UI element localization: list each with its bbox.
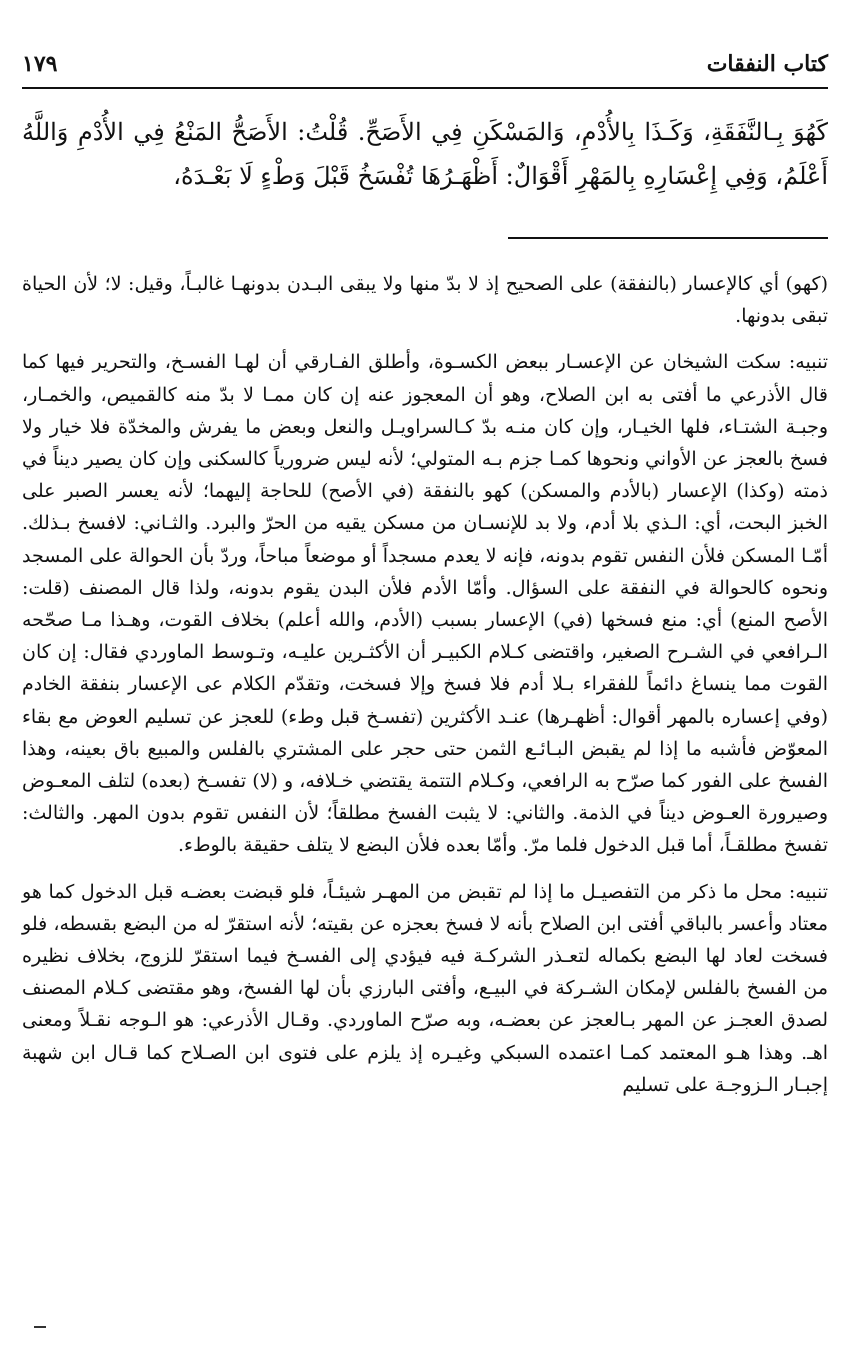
matn-paragraph: كَهُوَ بِـالنَّفَقَةِ، وَكَـذَا بِالأُدْمِ، وَالمَسْكَنِ فِي الأَصَحِّ. قُلْتُ: الأَصَحُّ المَنْعُ فِي الأُدْمِ وَاللَّهُ أَعْلَمُ، وَفِي إِعْسَارِهِ بِالمَهْرِ أَقْوَالٌ: أَظْهَـرُهَا تُفْسَخُ قَبْلَ وَطْءٍ لَا بَعْـدَهُ، [22, 118, 828, 190]
matn-text-block [22, 110, 828, 198]
separator-rule [508, 237, 828, 239]
commentary-paragraph-3: تنبيه: محل ما ذكر من التفصيـل ما إذا لم تقبض من المهـر شيئـاً، فلو قبضت بعضـه قبل الدخول كما هو معتاد وأعسر بالباقي أفتى ابن الصلاح بأنه لا فسخ بعجزه عن بقيته؛ لأنه استقرّ له من البضع بقسطه، فلو فسخت لعاد لها البضع بكماله لتعـذر الشركـة فيه فيؤدي إلى الفسـخ فيما استقرّ للزوج، بخلاف نظيره من الفسخ بالفلس لإمكان الشـركة في البيـع، وأفتى البارزي بأن لها الفسخ، وهو مقتضى كـلام المصنف لصدق العجـز عن المهر بـالعجز عن بعضـه، وبه صرّح الماوردي. وقـال الأذرعي: هو الـوجه نقـلاً ومعنى اهـ. وهذا هـو المعتمد كمـا اعتمده السبكي وغيـره إذ يلزم على فتوى ابن الصـلاح كما قـال ابن شهبة إجبـار الـزوجـة على تسليم [22, 880, 829, 1096]
page-header [22, 44, 828, 84]
commentary-block [22, 268, 828, 1115]
header-rule [22, 87, 828, 89]
commentary-paragraph-1: (كهو) أي كالإعسار (بالنفقة) على الصحيح إذ لا بدّ منها ولا يبقى البـدن بدونهـا غالبـاً، وقيل: لا؛ لأن الحياة تبقى بدونها. [22, 273, 828, 328]
commentary-paragraph-2: تنبيه: سكت الشيخان عن الإعسـار ببعض الكسـوة، وأطلق الفـارقي أن لهـا الفسـخ، والتحرير فيها كما قال الأذرعي ما أفتى به ابن الصلاح، وهو أن المعجوز عنه إن كان ممـا لا بدّ منه كالقميص، والخمـار، وجبـة الشتـاء، فلها الخيـار، وإن كان منـه بدّ كـالسراويـل والنعل وبعض ما يفرش والمخدّة فلا خيار ولا فسخ بالعجز عن الأواني ونحوها كمـا جزم بـه المتولي؛ لأنه ليس ضرورياً كالسكنى وإن كان يصير ديناً في ذمته (وكذا) الإعسار (بالأدم والمسكن) كهو بالنفقة (في الأصح) للحاجة إليهما؛ لأنه يعسر الصبر على الخبز البحت، أي: الـذي بلا أدم، ولا بد للإنسـان من مسكن يقيه من الحرّ والبرد. والثـاني: لافسخ بـذلك. أمّـا المسكن فلأن النفس تقوم بدونه، فإنه لا يعدم مسجداً أو موضعاً مباحاً، وردّ بأن الحوالة على المسجد ونحوه كالحوالة في النفقة على السؤال. وأمّا الأدم فلأن البدن يقوم بدونه، ولذا قال المصنف (قلت: الأصح المنع) أي: منع فسخها (في) الإعسار بسبب (الأدم، والله أعلم) بخلاف القوت، وهـذا مـا صحّحه الـرافعي في الشـرح الصغير، واقتضى كـلام الكبيـر أن الأكثـرين عليـه، وتـوسط الماوردي فقال: إن كان القوت مما ينساغ دائماً للفقراء بـلا أدم فلا فسخ وإلا فسخت، وتقدّم الكلام عى الإعسار بنفقة الخادم (وفي إعساره بالمهر أقوال: أظهـرها) عنـد الأكثرين (تفسـخ قبل وطء) للعجز عن تسليم العوض مع بقاء المعوّض فأشبه ما إذا لم يقبض البـائـع الثمن حتى حجر على المشتري بالفلس والمبيع باق بعينه، وهذا الفسخ على الفور كما صرّح به الرافعي، وكـلام التتمة يقتضي خـلافه، و (لا) تفسـخ (بعده) لتلف المعـوض وصيرورة العـوض ديناً في الذمة. والثاني: لا يثبت الفسخ مطلقاً؛ لأن النفس تقوم بدون المهر. والثالث: تفسخ مطلقـاً، أما قبل الدخول فلما مرّ. وأمّا بعده فلأن البضع لا يتلف حقيقة بالوطء. [22, 351, 828, 857]
page-number: ١٧٩ [22, 51, 58, 77]
running-title: كتاب النفقات [706, 51, 828, 77]
footer-mark [34, 1326, 46, 1328]
